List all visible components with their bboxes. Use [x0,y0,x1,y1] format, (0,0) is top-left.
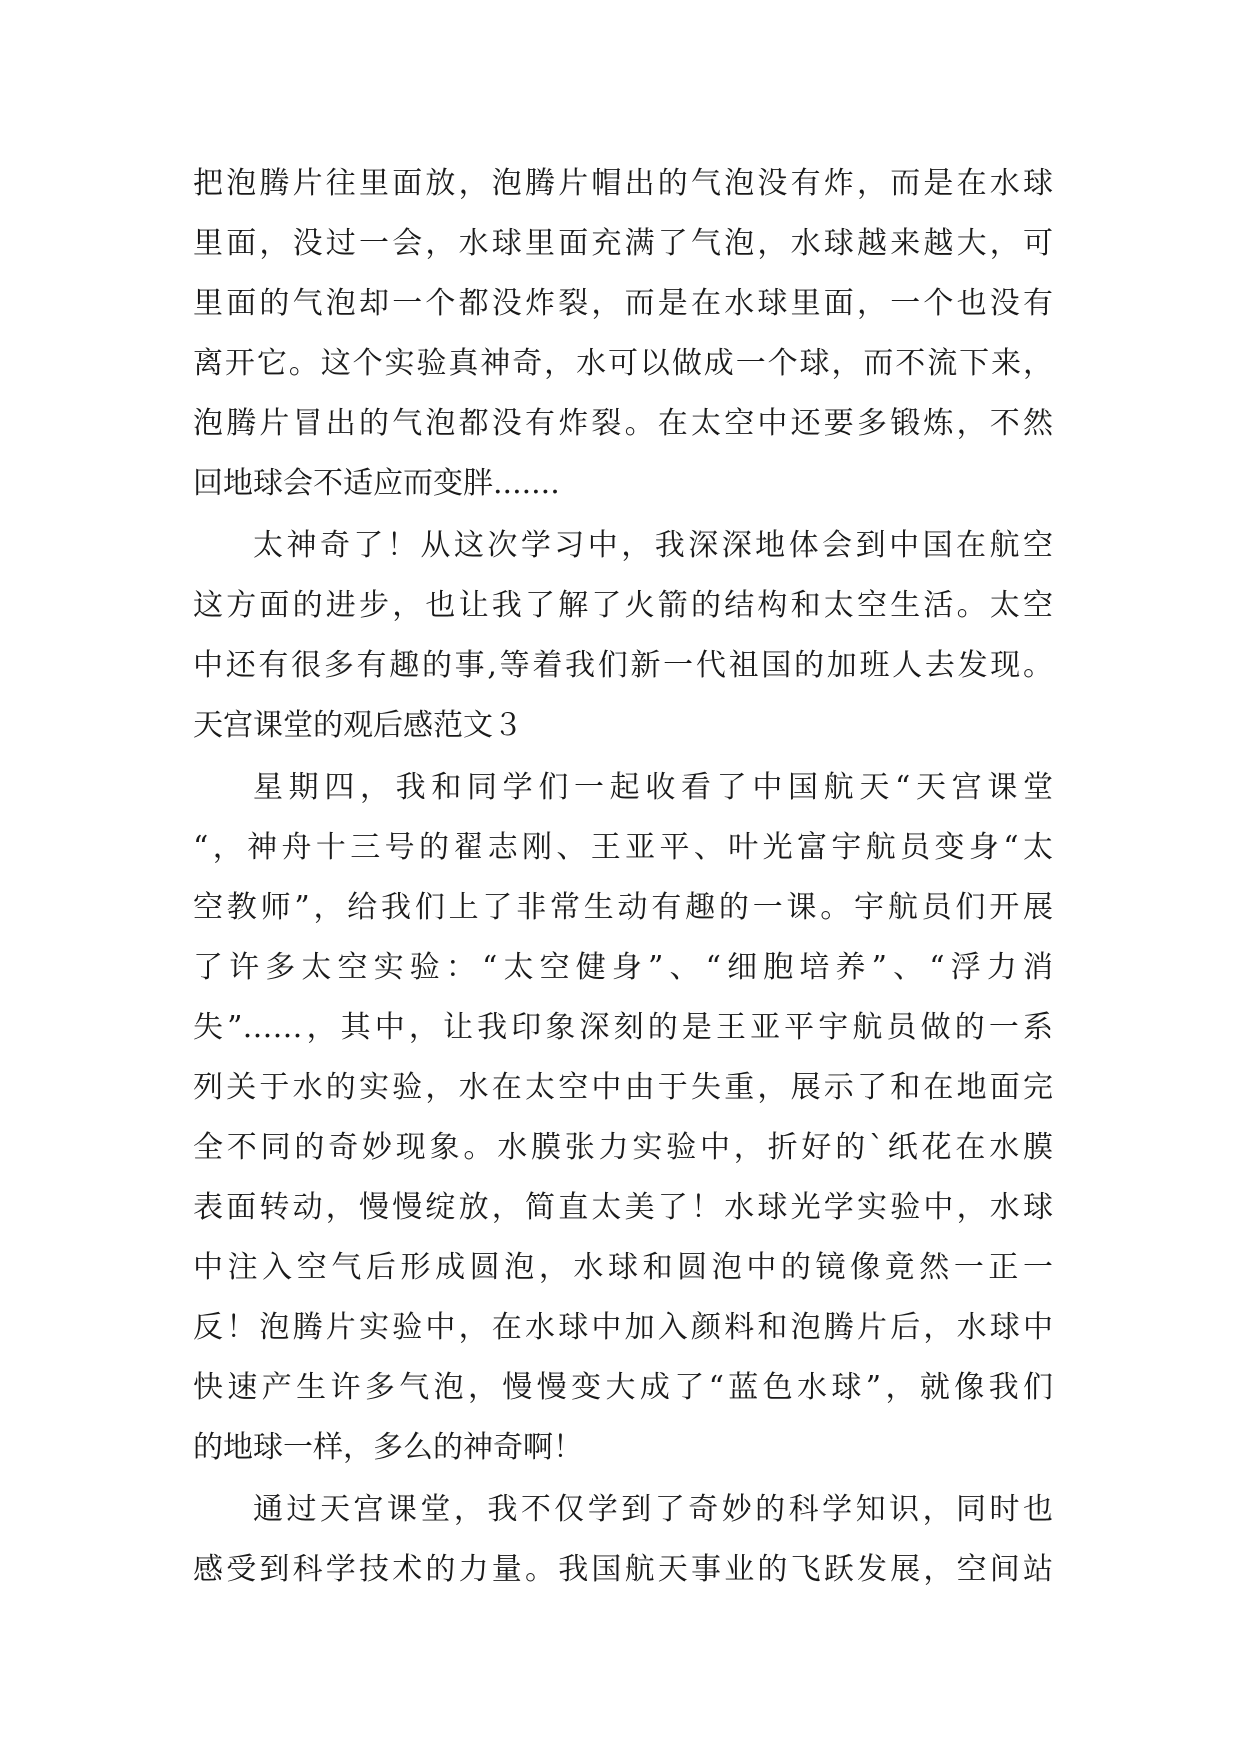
section-heading: 天宫课堂的观后感范文３ [193,708,523,743]
text-line: 了许多太空实验：“太空健身”、“细胞培养”、“浮力消 [193,950,1053,985]
text-line: 离开它。这个实验真神奇，水可以做成一个球，而不流下来， [193,346,1053,381]
text-line: 空教师”，给我们上了非常生动有趣的一课。宇航员们开展 [193,890,1053,925]
text-line: 失”……，其中，让我印象深刻的是王亚平宇航员做的一系 [193,1010,1053,1045]
text-line: 表面转动，慢慢绽放，简直太美了！水球光学实验中，水球 [193,1190,1053,1225]
text-line: 太神奇了！从这次学习中，我深深地体会到中国在航空 [253,528,1053,563]
text-line: “，神舟十三号的翟志刚、王亚平、叶光富宇航员变身“太 [193,830,1053,865]
text-line: 这方面的进步，也让我了解了火箭的结构和太空生活。太空 [193,588,1053,623]
text-line: 里面的气泡却一个都没炸裂，而是在水球里面，一个也没有 [193,286,1053,321]
text-line: 的地球一样，多么的神奇啊！ [193,1430,583,1465]
text-line: 中注入空气后形成圆泡，水球和圆泡中的镜像竟然一正一 [193,1250,1053,1285]
text-line: 感受到科学技术的力量。我国航天事业的飞跃发展，空间站 [193,1552,1053,1587]
text-line: 列关于水的实验，水在太空中由于失重，展示了和在地面完 [193,1070,1053,1105]
text-line: 里面，没过一会，水球里面充满了气泡，水球越来越大，可 [193,226,1053,261]
text-line: 快速产生许多气泡，慢慢变大成了“蓝色水球”，就像我们 [193,1370,1053,1405]
text-line: 通过天宫课堂，我不仅学到了奇妙的科学知识，同时也 [253,1492,1053,1527]
text-line: 反！泡腾片实验中，在水球中加入颜料和泡腾片后，水球中 [193,1310,1053,1345]
text-line: 把泡腾片往里面放，泡腾片帽出的气泡没有炸，而是在水球 [193,166,1053,201]
text-line: 泡腾片冒出的气泡都没有炸裂。在太空中还要多锻炼，不然 [193,406,1053,441]
text-line: 全不同的奇妙现象。水膜张力实验中，折好的`纸花在水膜 [193,1130,1053,1165]
text-line: 中还有很多有趣的事,等着我们新一代祖国的加班人去发现。 [193,648,1053,683]
text-line: 星期四，我和同学们一起收看了中国航天“天宫课堂 [253,770,1053,805]
text-line: 回地球会不适应而变胖....... [193,466,560,501]
